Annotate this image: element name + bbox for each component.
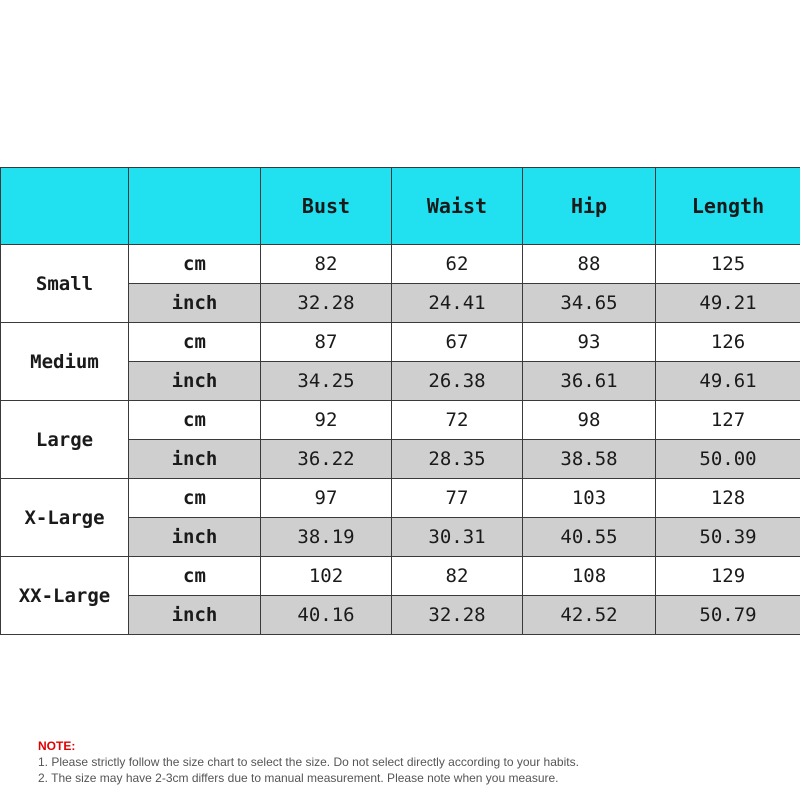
table-cell: 82 (392, 557, 523, 596)
table-cell: 24.41 (392, 284, 523, 323)
note-title: NOTE: (38, 739, 76, 753)
size-label: Small (1, 245, 129, 323)
table-cell: 126 (656, 323, 800, 362)
size-chart-table (0, 167, 800, 635)
table-cell: 77 (392, 479, 523, 518)
table-cell: 36.22 (261, 440, 392, 479)
table-cell: 62 (392, 245, 523, 284)
note-line: 2. The size may have 2-3cm differs due to manual measurement. Please note when you measure. (38, 771, 559, 785)
size-label: X-Large (1, 479, 129, 557)
table-row (1, 479, 800, 518)
unit-label: inch (129, 440, 261, 479)
table-cell: 34.65 (523, 284, 656, 323)
unit-label: inch (129, 596, 261, 635)
table-cell: 49.61 (656, 362, 800, 401)
unit-label: cm (129, 245, 261, 284)
table-cell: 129 (656, 557, 800, 596)
size-label: Large (1, 401, 129, 479)
unit-label: cm (129, 323, 261, 362)
table-cell: 49.21 (656, 284, 800, 323)
unit-label: inch (129, 518, 261, 557)
table-cell: 36.61 (523, 362, 656, 401)
table-cell: 40.55 (523, 518, 656, 557)
table-cell: 127 (656, 401, 800, 440)
table-header-row (1, 168, 800, 245)
table-cell: 98 (523, 401, 656, 440)
note-line: 1. Please strictly follow the size chart to select the size. Do not select directly according to your habits. (38, 755, 579, 769)
header-cell (1, 168, 129, 245)
table-cell: 92 (261, 401, 392, 440)
table-cell: 38.19 (261, 518, 392, 557)
table-cell: 93 (523, 323, 656, 362)
unit-label: cm (129, 479, 261, 518)
table-cell: 87 (261, 323, 392, 362)
unit-label: cm (129, 401, 261, 440)
table-row (1, 401, 800, 440)
header-cell (129, 168, 261, 245)
unit-label: cm (129, 557, 261, 596)
table-cell: 32.28 (261, 284, 392, 323)
header-hip: Hip (523, 168, 656, 245)
table-cell: 38.58 (523, 440, 656, 479)
table-cell: 88 (523, 245, 656, 284)
table-cell: 40.16 (261, 596, 392, 635)
table-cell: 50.39 (656, 518, 800, 557)
table-cell: 42.52 (523, 596, 656, 635)
table-cell: 32.28 (392, 596, 523, 635)
table-row (1, 323, 800, 362)
table-cell: 34.25 (261, 362, 392, 401)
table-cell: 108 (523, 557, 656, 596)
table-cell: 50.00 (656, 440, 800, 479)
header-waist: Waist (392, 168, 523, 245)
size-note (38, 738, 579, 786)
table-cell: 50.79 (656, 596, 800, 635)
header-bust: Bust (261, 168, 392, 245)
table-cell: 30.31 (392, 518, 523, 557)
table-cell: 97 (261, 479, 392, 518)
table-row (1, 245, 800, 284)
unit-label: inch (129, 284, 261, 323)
table-cell: 102 (261, 557, 392, 596)
size-label: XX-Large (1, 557, 129, 635)
table-cell: 28.35 (392, 440, 523, 479)
table-cell: 125 (656, 245, 800, 284)
header-length: Length (656, 168, 800, 245)
table-cell: 67 (392, 323, 523, 362)
table-cell: 103 (523, 479, 656, 518)
size-label: Medium (1, 323, 129, 401)
table-cell: 128 (656, 479, 800, 518)
table-row (1, 557, 800, 596)
table-cell: 72 (392, 401, 523, 440)
table-cell: 82 (261, 245, 392, 284)
unit-label: inch (129, 362, 261, 401)
table-cell: 26.38 (392, 362, 523, 401)
